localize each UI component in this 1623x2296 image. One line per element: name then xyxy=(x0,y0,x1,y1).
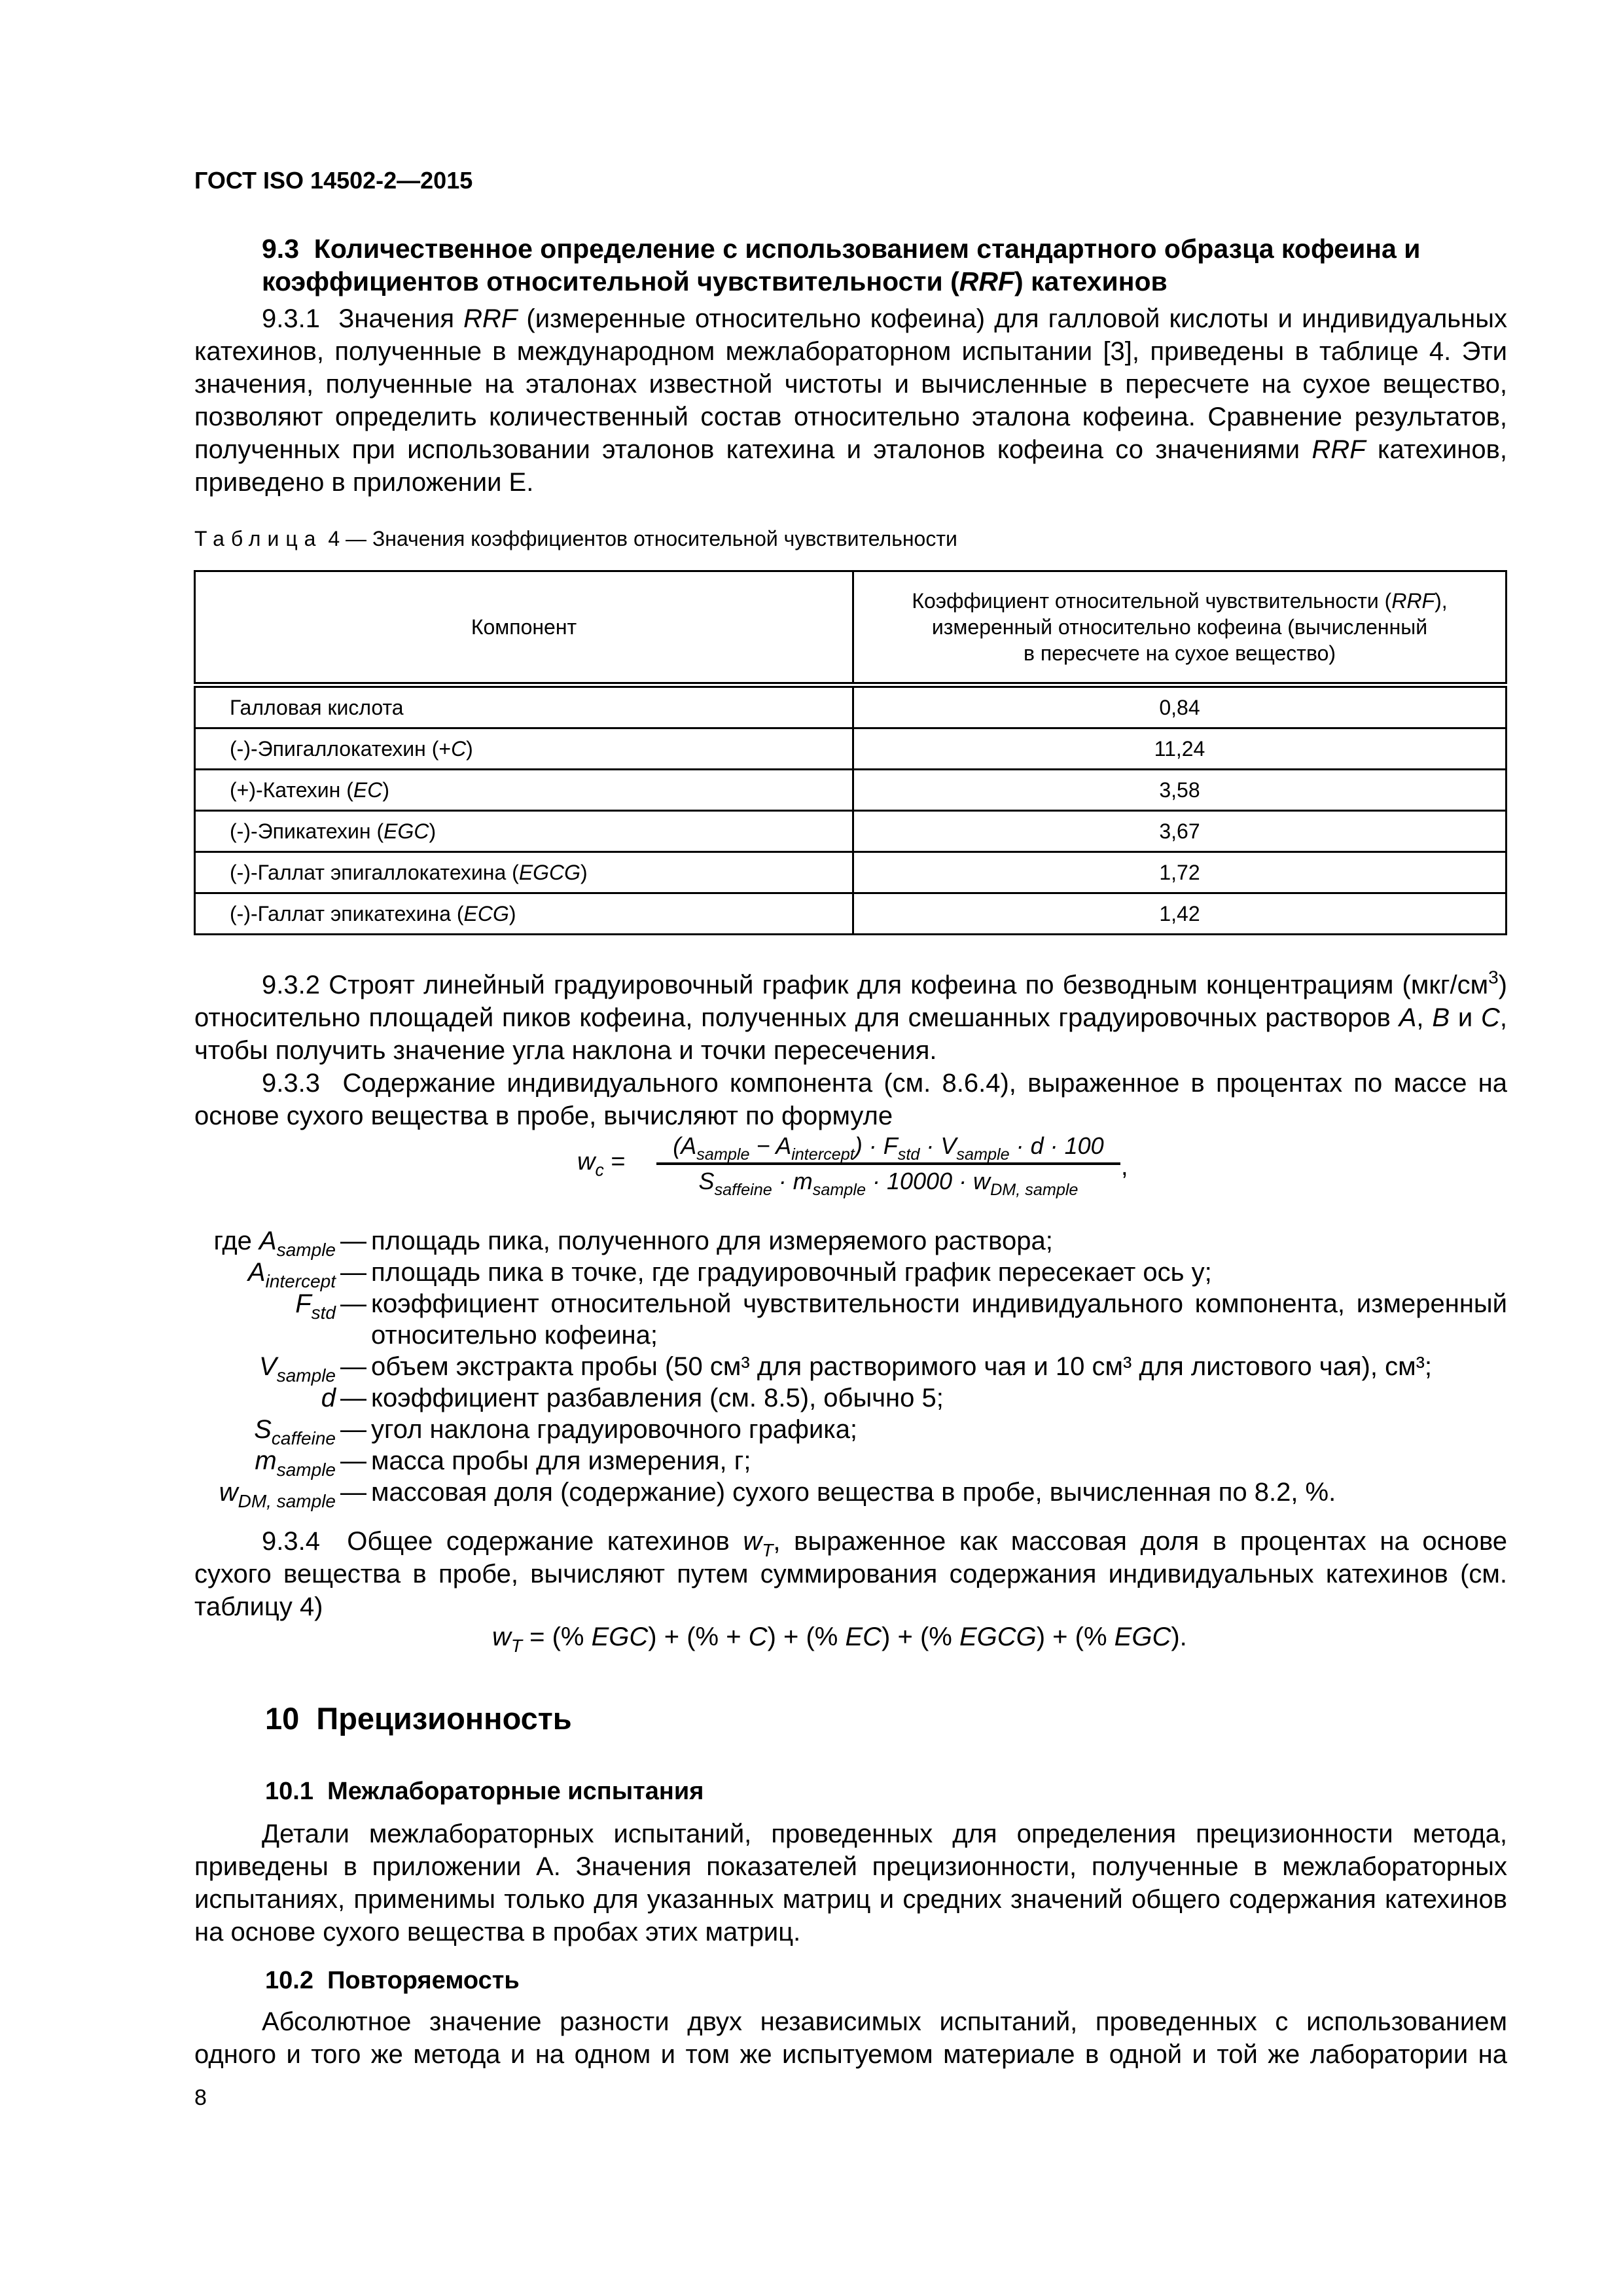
component-name: (-)-Эпикатехин (EGC) xyxy=(195,811,853,852)
text: Общее содержание катехинов xyxy=(347,1527,743,1556)
definition-text: площадь пика в точке, где градуировочный график пересекает ось y; xyxy=(371,1258,1212,1287)
table-row xyxy=(195,685,1507,728)
definition-text: коэффициент разбавления (см. 8.5), обычно 5; xyxy=(371,1384,944,1412)
section-heading-9-3 xyxy=(194,232,1507,298)
definition-item xyxy=(194,1382,1507,1414)
section-title: Повторяемость xyxy=(327,1967,520,1994)
definition-symbol: $S_{caffeine}$ xyxy=(254,1415,336,1448)
rrf-value: 1,42 xyxy=(853,893,1507,935)
definition-text: массовая доля (содержание) сухого вещества в пробе, вычисленная по 8.2, %. xyxy=(371,1478,1336,1507)
definition-item xyxy=(194,1477,1507,1511)
dash: — xyxy=(340,1258,366,1287)
text: ) относительно площадей пиков кофеина, полученных для смешанных градуировочных растворов xyxy=(194,971,1507,1032)
table-row xyxy=(195,770,1507,811)
section-heading-10 xyxy=(265,1700,572,1737)
component-text: (-)-Галлат эпикатехина ( xyxy=(230,902,464,925)
denominator: $S_{saffeine} \cdot m_{sample} \cdot 10000 \cdot w_{DM, sample}$ xyxy=(698,1168,1079,1199)
definition-item xyxy=(194,1351,1507,1386)
table-header-row xyxy=(195,571,1507,685)
clause-number: 9.3.4 xyxy=(262,1527,320,1556)
component-text: (-)-Галлат эпигаллокатехина ( xyxy=(230,861,519,884)
symbol: w xyxy=(577,1148,596,1175)
definition-text: объем экстракта пробы (50 см³ для растворимого чая и 10 см³ для листового чая), см³; xyxy=(371,1352,1432,1381)
component-name: (-)-Эпигаллокатехин (+C) xyxy=(195,728,853,770)
document-code: ГОСТ ISO 14502-2—2015 xyxy=(194,167,473,194)
section-title: Прецизионность xyxy=(316,1701,572,1736)
clause-number: 9.3.1 xyxy=(262,304,320,333)
component-name xyxy=(195,685,853,728)
definition-text: масса пробы для измерения, г; xyxy=(371,1446,751,1475)
text: Значения xyxy=(338,304,464,333)
text: Строят линейный градуировочный график для кофеина по безводным концентрациям (мкг/см xyxy=(329,971,1489,999)
rrf-value: 1,72 xyxy=(853,852,1507,893)
component-abbr: EGCG xyxy=(518,861,581,884)
component-text: (+)-Катехин ( xyxy=(230,778,353,802)
definition-item xyxy=(194,1288,1507,1351)
text: катехинов, приведено в приложении Е. xyxy=(194,435,1508,497)
text: , чтобы получить значение угла наклона и точки пересечения. xyxy=(194,1003,1507,1065)
header-text: ), xyxy=(1435,589,1448,613)
section-number: 10 xyxy=(265,1701,300,1736)
definition-symbol: d xyxy=(321,1384,336,1412)
component-abbr: EC xyxy=(353,778,383,802)
component-abbr: ECG xyxy=(463,902,509,925)
component-text: (-)-Эпигаллокатехин (+ xyxy=(230,737,452,761)
component-abbr: EGC xyxy=(383,819,429,843)
formula-wc-lhs xyxy=(577,1147,626,1180)
rrf-abbr: RRF xyxy=(959,266,1015,296)
formula-wc-fraction xyxy=(656,1131,1120,1199)
definition-symbol: $w_{DM, sample}$ xyxy=(219,1478,336,1511)
header-text: в пересчете на сухое вещество) xyxy=(1023,641,1336,665)
rrf-value: 11,24 xyxy=(853,728,1507,770)
definition-item xyxy=(194,1445,1507,1480)
section-title-end: ) катехинов xyxy=(1014,266,1168,296)
superscript: 3 xyxy=(1488,967,1499,988)
definition-text: угол наклона градуировочного графика; xyxy=(371,1415,858,1444)
definition-symbol: где $A_{sample}$ xyxy=(213,1227,336,1260)
rrf-table xyxy=(194,570,1507,935)
dash: — xyxy=(340,1446,366,1475)
section-title: Количественное определение с использованием стандартного образца кофеина и коэффициентов относительной чувствительности ( xyxy=(262,234,1421,296)
subscript: T xyxy=(762,1539,774,1560)
definition-item xyxy=(194,1257,1507,1291)
section-number: 10.1 xyxy=(265,1778,313,1805)
definition-symbol: $V_{sample}$ xyxy=(259,1352,336,1386)
text: и xyxy=(1450,1003,1481,1032)
dash: — xyxy=(340,1289,366,1318)
clause-number: 9.3.3 xyxy=(262,1069,320,1098)
definition-symbol: $F_{std}$ xyxy=(295,1289,336,1323)
paragraph-9-3-3 xyxy=(194,1067,1507,1132)
rrf-value: 3,67 xyxy=(853,811,1507,852)
equals-sign: = xyxy=(611,1148,626,1175)
section-heading-10-1 xyxy=(265,1776,704,1807)
component-name: (-)-Галлат эпигаллокатехина (EGCG) xyxy=(195,852,853,893)
paragraph-9-3-4 xyxy=(194,1525,1507,1623)
dash: — xyxy=(340,1478,366,1507)
section-title: Межлабораторные испытания xyxy=(327,1778,704,1805)
formula-wt: $w_T$ = (% EGC) + (% + C) + (% EC) + (% EGCG) + (% EGC). xyxy=(492,1623,1187,1656)
column-header-rrf xyxy=(853,571,1507,685)
variable-definitions xyxy=(194,1225,1507,1511)
definition-symbol: $A_{intercept}$ xyxy=(247,1258,336,1291)
definition-text: коэффициент относительной чувствительности индивидуального компонента, измеренный относительно кофеина; xyxy=(371,1289,1507,1350)
table-row xyxy=(195,728,1507,770)
component-name: (+)-Катехин (EC) xyxy=(195,770,853,811)
paragraph-9-3-1 xyxy=(194,302,1507,499)
component-text: Галловая кислота xyxy=(230,696,404,719)
table-caption-word: Таблица xyxy=(194,527,323,550)
text: (измеренные относительно кофеина) для галловой кислоты и индивидуальных катехинов, полученные в международном межлабораторном испытании [3], приведены в таблице 4. Эти значения, полученные на эталонах известной чистоты и вычисленные в пересчете на сухое вещество, позволяют определить количественный состав относительно эталона кофеина. Сравнение результатов, полученных при использовании эталонов катехина и эталонов кофеина со значениями xyxy=(194,304,1507,464)
component-name: (-)-Галлат эпикатехина (ECG) xyxy=(195,893,853,935)
definition-item xyxy=(194,1225,1507,1260)
table-row xyxy=(195,852,1507,893)
table-row xyxy=(195,893,1507,935)
definition-text: площадь пика, полученного для измеряемого раствора; xyxy=(371,1227,1053,1255)
dash: — xyxy=(340,1352,366,1381)
paragraph-10-1: Детали межлабораторных испытаний, проведенных для определения прецизионности метода, приведены в приложении А. Значения показателей прецизионности, полученные в межлабораторных испытаниях, применимы только для указанных матриц и средних значений общего содержания катехинов на основе сухого вещества в пробах этих матриц. xyxy=(194,1820,1507,1946)
text: Содержание индивидуального компонента (см. 8.6.4), выраженное в процентах по массе на основе сухого вещества в пробе, вычисляют по формуле xyxy=(194,1069,1508,1130)
table-caption-text: 4 — Значения коэффициентов относительной чувствительности xyxy=(322,527,957,550)
solution-b: B xyxy=(1432,1003,1450,1032)
clause-number: 9.3.2 xyxy=(262,971,320,999)
column-header-component: Компонент xyxy=(195,571,853,685)
paragraph-10-2: Абсолютное значение разности двух независимых испытаний, проведенных с использованием одного и того же метода и на одном и том же испытуемом материале в одной и той же лаборатории на xyxy=(194,2007,1507,2069)
dash: — xyxy=(340,1415,366,1444)
rrf-abbr: RRF xyxy=(1311,435,1366,464)
numerator: $(A_{sample} - A_{intercept}) \cdot F_{std} \cdot V_{sample} \cdot d \cdot 100$ xyxy=(673,1132,1104,1164)
dash: — xyxy=(340,1227,366,1255)
section-number: 10.2 xyxy=(265,1967,313,1994)
rrf-value: 3,58 xyxy=(853,770,1507,811)
definition-item xyxy=(194,1414,1507,1448)
table-caption xyxy=(194,526,957,552)
dash: — xyxy=(340,1384,366,1412)
component-text: (-)-Эпикатехин ( xyxy=(230,819,384,843)
paragraph-9-3-2 xyxy=(194,969,1507,1067)
subscript: c xyxy=(595,1160,604,1180)
rrf-value: 0,84 xyxy=(853,685,1507,728)
rrf-abbr: RRF xyxy=(463,304,518,333)
rrf-abbr: RRF xyxy=(1391,589,1435,613)
page-number: 8 xyxy=(194,2085,207,2110)
header-text: измеренный относительно кофеина (вычисленный xyxy=(931,615,1428,639)
section-heading-10-2 xyxy=(265,1965,520,1996)
section-number: 9.3 xyxy=(262,234,299,264)
definition-symbol: $m_{sample}$ xyxy=(255,1446,336,1480)
solution-a: A xyxy=(1399,1003,1417,1032)
symbol: w xyxy=(743,1527,762,1556)
formula-comma: , xyxy=(1121,1153,1128,1181)
solution-c: C xyxy=(1480,1003,1500,1032)
table-row xyxy=(195,811,1507,852)
header-text: Коэффициент относительной чувствительности ( xyxy=(912,589,1392,613)
text: , xyxy=(1416,1003,1433,1032)
text: , выраженное как массовая доля в процентах на основе сухого вещества в пробе, вычисляют путем суммирования содержания индивидуальных катехинов (см. таблицу 4) xyxy=(194,1527,1508,1621)
component-abbr: C xyxy=(451,737,467,761)
